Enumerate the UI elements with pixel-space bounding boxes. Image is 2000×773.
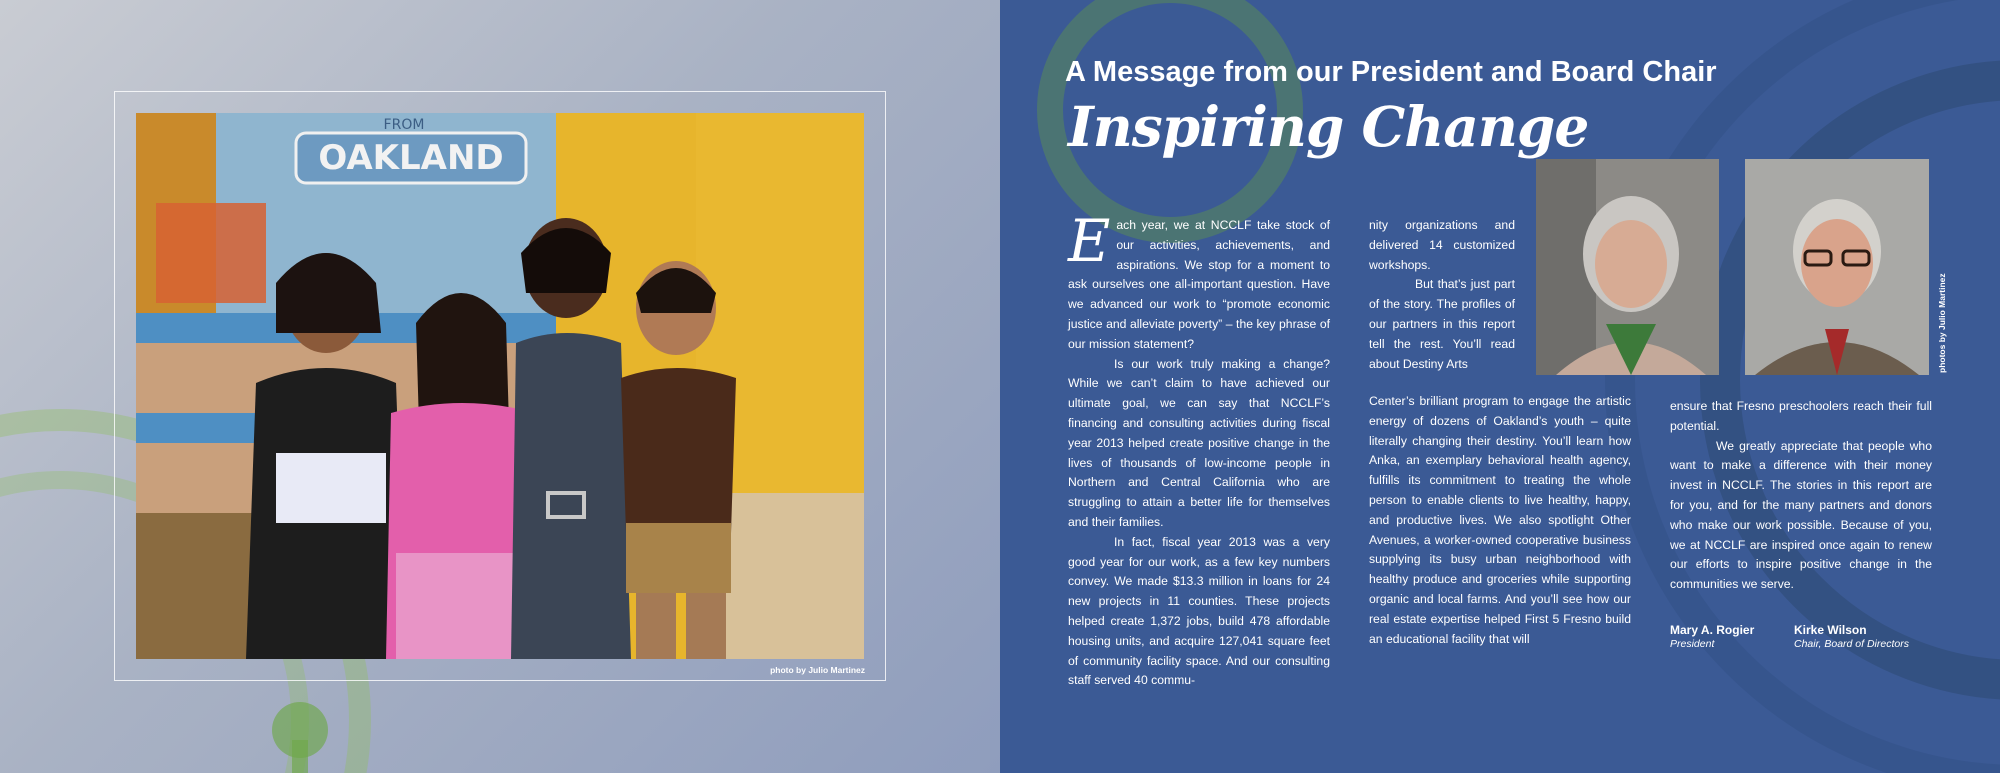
paragraph: In fact, fiscal year 2013 was a very good year for our work, as a few key numbers convey. We made $13.3 million in loans for 24 new projects in 11 counties. These projects helped create 1,372 jobs, build 478 affordable housing units, and acquire 127,041 square feet of community facility space. And our consulting staff served 40 commu- bbox=[1068, 534, 1330, 688]
page-kicker: A Message from our President and Board Chair bbox=[1065, 56, 1717, 88]
portrait-kirke-wilson bbox=[1745, 159, 1929, 375]
right-page bbox=[1000, 0, 2000, 773]
letter-column-1 bbox=[1068, 207, 1330, 691]
letter-column-3 bbox=[1670, 397, 1932, 595]
paragraph: nity organizations and delivered 14 customized workshops. bbox=[1369, 218, 1515, 272]
signature-president bbox=[1670, 623, 1754, 650]
paragraph: But that’s just part of the story. The profiles of our partners in this report tell the rest. You’ll read about Destiny Arts bbox=[1369, 277, 1515, 371]
signature-name: Mary A. Rogier bbox=[1670, 623, 1755, 637]
paragraph: ensure that Fresno preschoolers reach their full potential. bbox=[1670, 399, 1932, 433]
paragraph: ach year, we at NCCLF take stock of our activities, achievements, and aspirations. We stop for a moment to ask ourselves one all-important question. Have we advanced our work to “promote economic justice and alleviate poverty” – the key phrase of our mission statement? bbox=[1068, 218, 1330, 351]
letter-column-2-bottom bbox=[1369, 392, 1631, 649]
photos-credit: photos by Julio Martinez bbox=[1937, 273, 1947, 373]
portrait-mary-rogier bbox=[1536, 159, 1719, 375]
drop-cap: E bbox=[1068, 207, 1111, 275]
svg-text:FROM: FROM bbox=[383, 117, 425, 133]
signature-board-chair bbox=[1794, 623, 1909, 650]
children-photo bbox=[136, 113, 864, 659]
page-title: Inspiring Change bbox=[1068, 94, 1589, 159]
paragraph: We greatly appreciate that people who want to make a difference with their money invest in NCCLF. The stories in this report are for you, and for the many partners and donors who make our work possible. Because of you, we at NCCLF are inspired once again to renew our efforts to inspire positive change in the communities we serve. bbox=[1670, 438, 1932, 592]
letter-column-2-top bbox=[1369, 216, 1515, 374]
paragraph: Is our work truly making a change? While we can’t claim to have achieved our ultimate goal, we can say that NCCLF’s financing and consulting activities during fiscal year 2013 helped create positive change in the lives of thousands of low-income people in Northern and Central California who are struggling to attain a better life for themselves and their families. bbox=[1068, 356, 1330, 529]
signature-title: President bbox=[1670, 638, 1715, 650]
oakland-sign-text: OAKLAND bbox=[318, 138, 504, 178]
paragraph: Center’s brilliant program to engage the artistic energy of dozens of Oakland’s youth – quite literally changing their destiny. You’ll learn how Anka, an exemplary behavioral health agency, fulfills its commitment to treating the whole person to enable clients to live healthy, happy, and productive lives. We also spotlight Other Avenues, a worker-owned cooperative business supplying its busy urban neighborhood with healthy produce and groceries while supporting organic and local farms. And you’ll see how our real estate expertise helped First 5 Fresno build an educational facility that will bbox=[1369, 394, 1631, 646]
signature-name: Kirke Wilson bbox=[1794, 623, 1867, 637]
signature-title: Chair, Board of Directors bbox=[1794, 638, 1909, 650]
photo-credit: photo by Julio Martinez bbox=[770, 665, 865, 675]
